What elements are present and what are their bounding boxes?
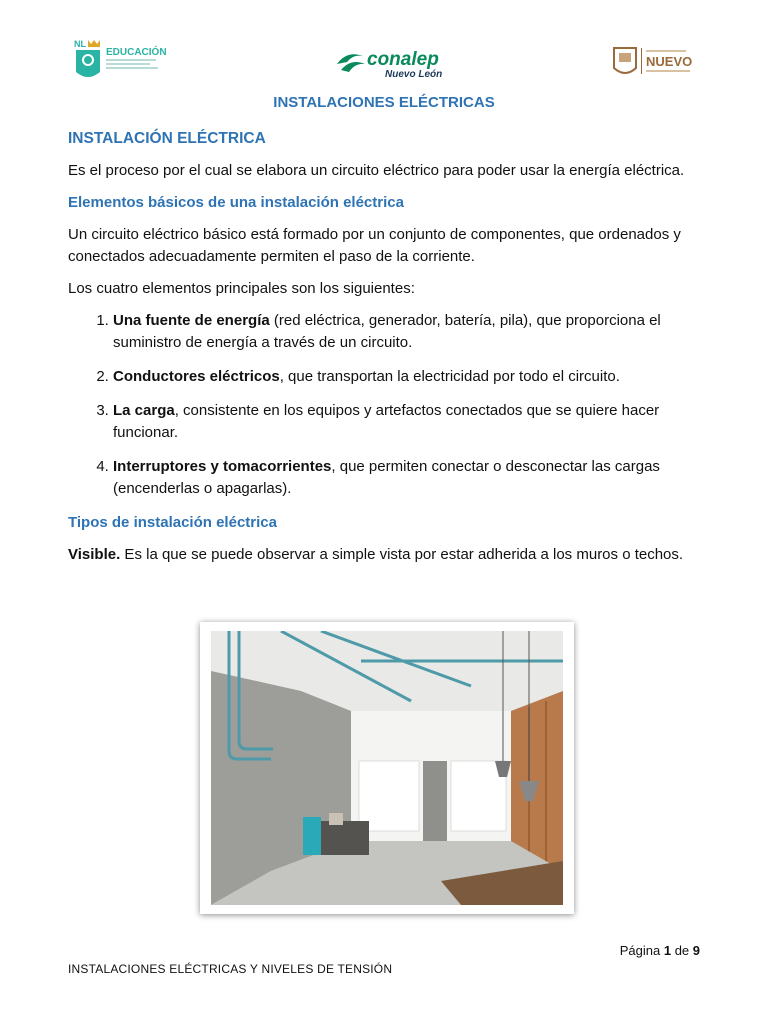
section-heading: INSTALACIÓN ELÉCTRICA [68,130,266,147]
page-middle: de [671,943,693,958]
list-item [113,310,704,354]
conalep-wordmark: conalep [367,49,439,70]
page-total: 9 [692,943,700,958]
visible-installation-photo [200,622,574,914]
elements-paragraph: Un circuito eléctrico básico está formado por un conjunto de componentes, que ordenados y conectados adecuadamente permiten el paso de la corriente. [68,226,681,265]
elements-lead: Los cuatro elementos principales son los siguientes: [68,280,415,297]
list-item-text: (red eléctrica, generador, batería, pila), que proporciona el suministro de energía a través de un circuito. [113,312,661,351]
header-logos [68,38,700,86]
list-item-text: , consistente en los equipos y artefactos conectados que se quiere hacer funcionar. [113,402,660,441]
list-item-bold: Una fuente de energía [113,312,270,329]
nl-educacion-logo [72,38,182,84]
list-item [113,456,704,500]
subheading-elements: Elementos básicos de una instalación eléctrica [68,194,404,211]
list-item-bold: La carga [113,402,175,419]
interior-photo-illustration [211,631,563,905]
list-item [113,400,704,444]
list-item-text: , que transportan la electricidad por todo el circuito. [279,368,620,385]
list-item-bold: Conductores eléctricos [113,368,280,385]
document-footer: INSTALACIONES ELÉCTRICAS Y NIVELES DE TENSIÓN [68,962,393,976]
page-prefix: Página [619,943,664,958]
conalep-sub: Nuevo León [385,69,443,80]
document-title: INSTALACIONES ELÉCTRICAS [273,94,495,111]
svg-text:NL: NL [74,39,86,49]
conalep-logo [335,46,450,80]
page-number [620,943,700,958]
list-item-text: , que permiten conectar o desconectar las cargas (encenderlas o apagarlas). [113,458,660,497]
document-body [68,128,704,576]
nuevo-leon-shield-logo [610,42,700,82]
list-item [113,366,704,388]
elements-list [68,310,704,500]
logo-left-text: EDUCACIÓN [106,47,167,58]
page-current: 1 [663,943,672,958]
visible-label: Visible. [68,546,121,563]
visible-paragraph [68,544,704,566]
logo-right-text: NUEVO [646,54,693,69]
intro-paragraph: Es el proceso por el cual se elabora un circuito eléctrico para poder usar la energía eléctrica. [68,162,685,179]
subheading-types: Tipos de instalación eléctrica [68,514,277,531]
visible-text: Es la que se puede observar a simple vista por estar adherida a los muros o techos. [120,546,684,563]
list-item-bold: Interruptores y tomacorrientes [113,458,332,475]
